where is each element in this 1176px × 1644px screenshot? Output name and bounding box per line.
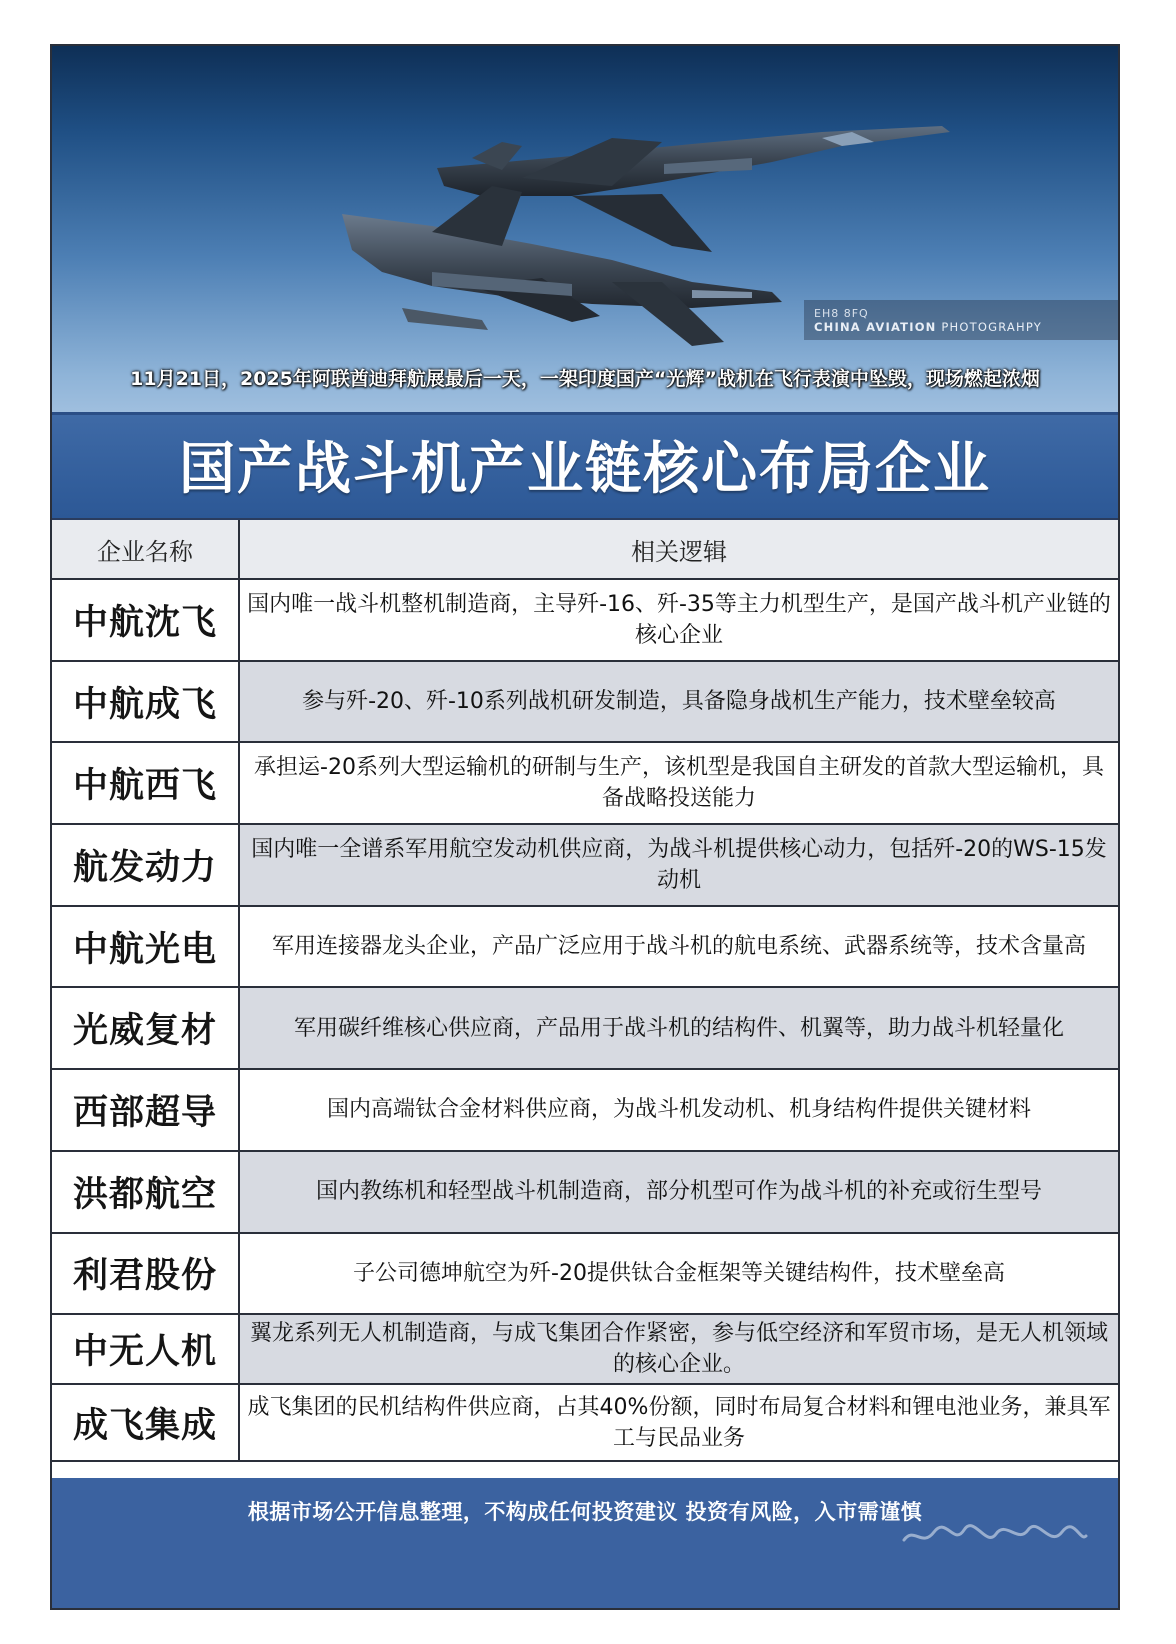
table-row xyxy=(52,580,1118,662)
company-cell xyxy=(52,743,240,823)
company-cell xyxy=(52,988,240,1068)
logic-cell xyxy=(240,907,1118,987)
table-row xyxy=(52,662,1118,744)
company-name: 中航光电 xyxy=(72,929,217,970)
company-name: 西部超导 xyxy=(72,1092,217,1133)
company-name: 航发动力 xyxy=(72,847,217,888)
logic-cell xyxy=(240,662,1118,742)
company-logic: 军用连接器龙头企业，产品广泛应用于战斗机的航电系统、武器系统等，技术含量高 xyxy=(271,934,1086,960)
company-logic: 承担运-20系列大型运输机的研制与生产，该机型是我国自主研发的首款大型运输机，具备战略投送能力 xyxy=(254,755,1104,812)
company-cell xyxy=(52,907,240,987)
logic-cell xyxy=(240,825,1118,905)
company-name: 洪都航空 xyxy=(72,1174,217,1215)
company-name: 利君股份 xyxy=(72,1256,217,1297)
logic-cell xyxy=(240,1234,1118,1314)
table-row xyxy=(52,988,1118,1070)
company-logic: 国内唯一全谱系军用航空发动机供应商，为战斗机提供核心动力，包括歼-20的WS-15发动机 xyxy=(251,836,1107,893)
company-logic: 国内教练机和轻型战斗机制造商，部分机型可作为战斗机的补充或衍生型号 xyxy=(315,1179,1042,1205)
table-row xyxy=(52,825,1118,907)
company-cell xyxy=(52,662,240,742)
company-name: 中航西飞 xyxy=(72,766,217,807)
company-logic: 国内唯一战斗机整机制造商，主导歼-16、歼-35等主力机型生产，是国产战斗机产业链的核心企业 xyxy=(247,591,1111,648)
logic-cell xyxy=(240,988,1118,1068)
logic-cell xyxy=(240,1152,1118,1232)
table-row xyxy=(52,743,1118,825)
table-row xyxy=(52,1315,1118,1385)
hero-photo xyxy=(52,46,1118,430)
company-cell xyxy=(52,580,240,660)
disclaimer-footer xyxy=(52,1478,1118,1608)
photo-watermark xyxy=(814,308,1042,334)
company-cell xyxy=(52,1070,240,1150)
company-cell xyxy=(52,825,240,905)
company-logic: 军用碳纤维核心供应商，产品用于战斗机的结构件、机翼等，助力战斗机轻量化 xyxy=(293,1015,1064,1041)
logic-cell xyxy=(240,743,1118,823)
disclaimer-text: 根据市场公开信息整理，不构成任何投资建议 投资有风险，入市需谨慎 xyxy=(247,1500,923,1524)
table-header-row xyxy=(52,520,1118,580)
logic-cell xyxy=(240,1315,1118,1383)
watermark-code: EH8 8FQ xyxy=(814,307,869,320)
logic-cell xyxy=(240,1385,1118,1460)
logic-cell xyxy=(240,580,1118,660)
company-cell xyxy=(52,1385,240,1460)
company-logic: 参与歼-20、歼-10系列战机研发制造，具备隐身战机生产能力，技术壁垒较高 xyxy=(302,689,1056,715)
watermark-brand-bold: CHINA AVIATION xyxy=(814,319,937,334)
watermark-brand xyxy=(814,321,1042,334)
header-company-label: 企业名称 xyxy=(97,537,193,566)
header-cell-logic xyxy=(240,520,1118,578)
company-cell xyxy=(52,1152,240,1232)
header-cell-company xyxy=(52,520,240,578)
table-row xyxy=(52,1070,1118,1152)
page-title: 国产战斗机产业链核心布局企业 xyxy=(179,436,991,502)
company-name: 中航沈飞 xyxy=(72,602,217,643)
photo-caption: 11月21日，2025年阿联酋迪拜航展最后一天，一架印度国产“光辉”战机在飞行表演中坠毁，现场燃起浓烟 xyxy=(130,368,1040,390)
company-table xyxy=(52,520,1118,1462)
company-logic: 国内高端钛合金材料供应商，为战斗机发动机、机身结构件提供关键材料 xyxy=(326,1097,1031,1123)
company-logic: 成飞集团的民机结构件供应商，占其40%份额，同时布局复合材料和锂电池业务，兼具军工与民品业务 xyxy=(247,1394,1111,1451)
company-logic: 子公司德坤航空为歼-20提供钛合金框架等关键结构件，技术壁垒高 xyxy=(353,1260,1005,1286)
company-name: 成飞集成 xyxy=(72,1405,217,1446)
title-band xyxy=(52,412,1118,520)
watermark-brand-light: PHOTOGRAHPY xyxy=(936,319,1042,334)
table-row xyxy=(52,1152,1118,1234)
company-name: 中航成飞 xyxy=(72,684,217,725)
table-row xyxy=(52,907,1118,989)
header-logic-label: 相关逻辑 xyxy=(631,537,727,566)
company-logic: 翼龙系列无人机制造商，与成飞集团合作紧密，参与低空经济和军贸市场，是无人机领域的核心企业。 xyxy=(249,1321,1108,1378)
company-cell xyxy=(52,1234,240,1314)
upper-jet-shape xyxy=(437,126,950,252)
company-name: 中无人机 xyxy=(72,1332,217,1373)
company-cell xyxy=(52,1315,240,1383)
table-row xyxy=(52,1234,1118,1316)
signature-watermark xyxy=(900,1518,1090,1554)
lower-jet-shape xyxy=(342,186,782,346)
logic-cell xyxy=(240,1070,1118,1150)
infographic-card xyxy=(50,44,1120,1610)
table-row xyxy=(52,1385,1118,1462)
company-name: 光威复材 xyxy=(72,1011,217,1052)
